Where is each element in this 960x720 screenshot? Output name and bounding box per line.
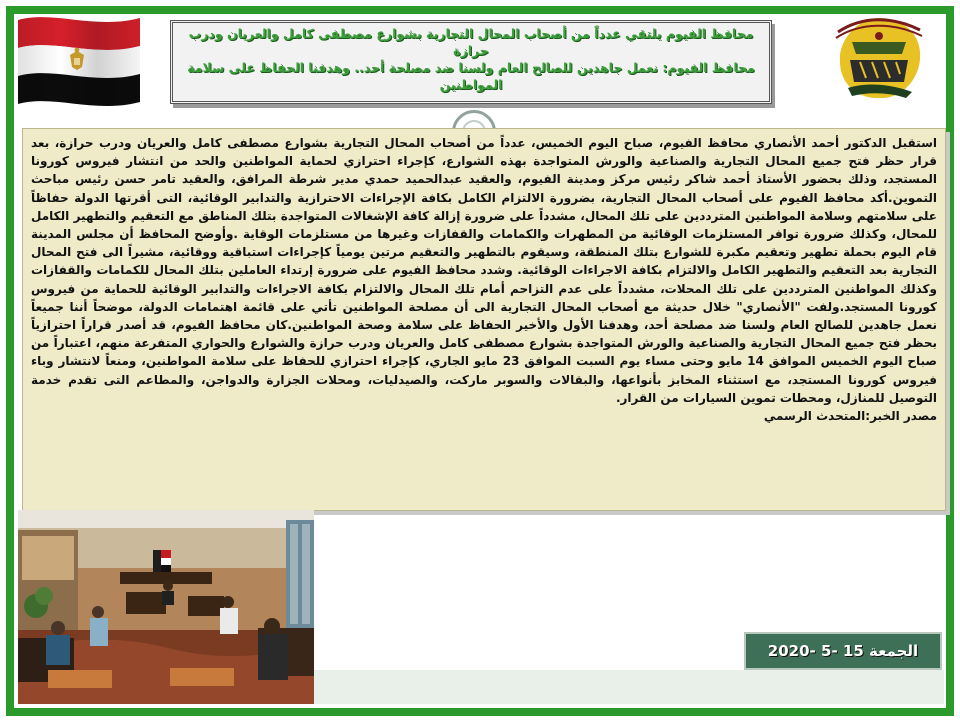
- headline-box: [170, 20, 772, 104]
- bottom-strip: [314, 670, 944, 704]
- article-paragraph: استقبل الدكتور أحمد الأنصاري محافظ الفيوم، صباح اليوم الخميس، عدداً من أصحاب المحال التجارية بشوارع مصطفى كامل والعريان ودرب حرازة، بعد قرار حظر فتح جميع المحال التجارية والصناعية والورش المتواجدة بهذه الشوارع، كإجراء احترازي لحماية المواطنين والحد من انتشار فيروس كورونا المستجد، وذلك بحضور الأستاذ أحمد شاكر رئيس مركز ومدينة الفيوم، والعقيد عبدالحميد حمدي مدير شرطة المرافق، والعقيد تامر حسن رئيس مباحث التموين.أكد محافظ الفيوم على أصحاب المحال التجارية، بضرورة الالتزام الكامل بكافة الإجراءات الاحترازية والتدابير الوقائية، التى أقرتها الدولة حفاظاً على سلامتهم وسلامة المواطنين المترددين على تلك المحال، مشدداً على ضرورة إزالة كافة الإشغالات المتواجدة بتلك المناطق مع التعقيم والتطهير الكامل للمحال، وكذلك ضرورة توافر المستلزمات الوقائية من المطهرات والكمامات والقفازات وغيرها من مستلزمات الوقاية .وأوضح المحافظ أن مجلس المدينة قام اليوم بحملة تطهير وتعقيم مكبرة للشوارع بتلك المنطقة، وسيقوم بالتطهير والتعقيم مرتين يومياً كإجراءات استباقية ووقائية، مشيراً الى فتح المحال التجارية بعد التعقيم والتطهير الكامل والالتزام بكافة الاجراءات الوقائية. وشدد محافظ الفيوم على ضرورة إرتداء العاملين بتلك المحال للكمامات والقفازات وكذلك المواطنين المترددين على تلك المحلات، مشدداً على عدم التزاحم أمام تلك المحال والالتزام بكافة الاجراءات والتدابير الوقائية للحماية من فيروس كورونا المستجد.ولفت "الأنصاري" خلال حديثة مع أصحاب المحال التجارية الى أن مصلحة المواطنين تأتي على قائمة اهتمامات الدولة، موضحاً أننا جميعاً نعمل جاهدين للصالح العام ولسنا ضد مصلحة أحد، وهدفنا الأول والأخير الحفاظ على سلامة وصحة المواطنين.كان محافظ الفيوم، قد أصدر قراراً احترازياً بحظر فتح جميع المحال التجارية والصناعية والورش المتواجدة بشوارع مصطفى كامل والعريان ودرب حرازة والشوارع والحواري المتفرعة منهم، اعتباراً من صباح اليوم الخميس الموافق 14 مايو وحتى مساء يوم السبت الموافق 23 مايو الجاري، كإجراء احترازي للحفاظ على سلامة المواطنين، ومنعاً لانتشار وباء فيروس كورونا المستجد، مع استثناء المخابز بأنواعها، والبقالات والسوبر ماركت، والصيدليات، ومحلات الجزارة والدواجن، والمطاعم التى تقدم خدمة التوصيل للمنازل، ومحطات تموين السيارات من القرار.: [31, 136, 938, 405]
- egypt-flag-icon: [14, 12, 144, 108]
- fayoum-governorate-logo: [832, 12, 926, 106]
- headline-subtitle: محافظ الفيوم: نعمل جاهدين للصالح العام ولسنا ضد مصلحة أحد.. وهدفنا الحفاظ على سلامة المواطنين: [187, 60, 755, 92]
- date-badge: الجمعة 15 -5 -2020: [744, 632, 942, 670]
- headline-title: محافظ الفيوم يلتقي عدداً من أصحاب المحال التجارية بشوارع مصطفى كامل والعريان ودرب حرازة: [188, 26, 754, 58]
- article-source: مصدر الخبر:المتحدث الرسمي: [763, 409, 937, 424]
- meeting-photo: [18, 510, 314, 704]
- article-body: [22, 128, 946, 511]
